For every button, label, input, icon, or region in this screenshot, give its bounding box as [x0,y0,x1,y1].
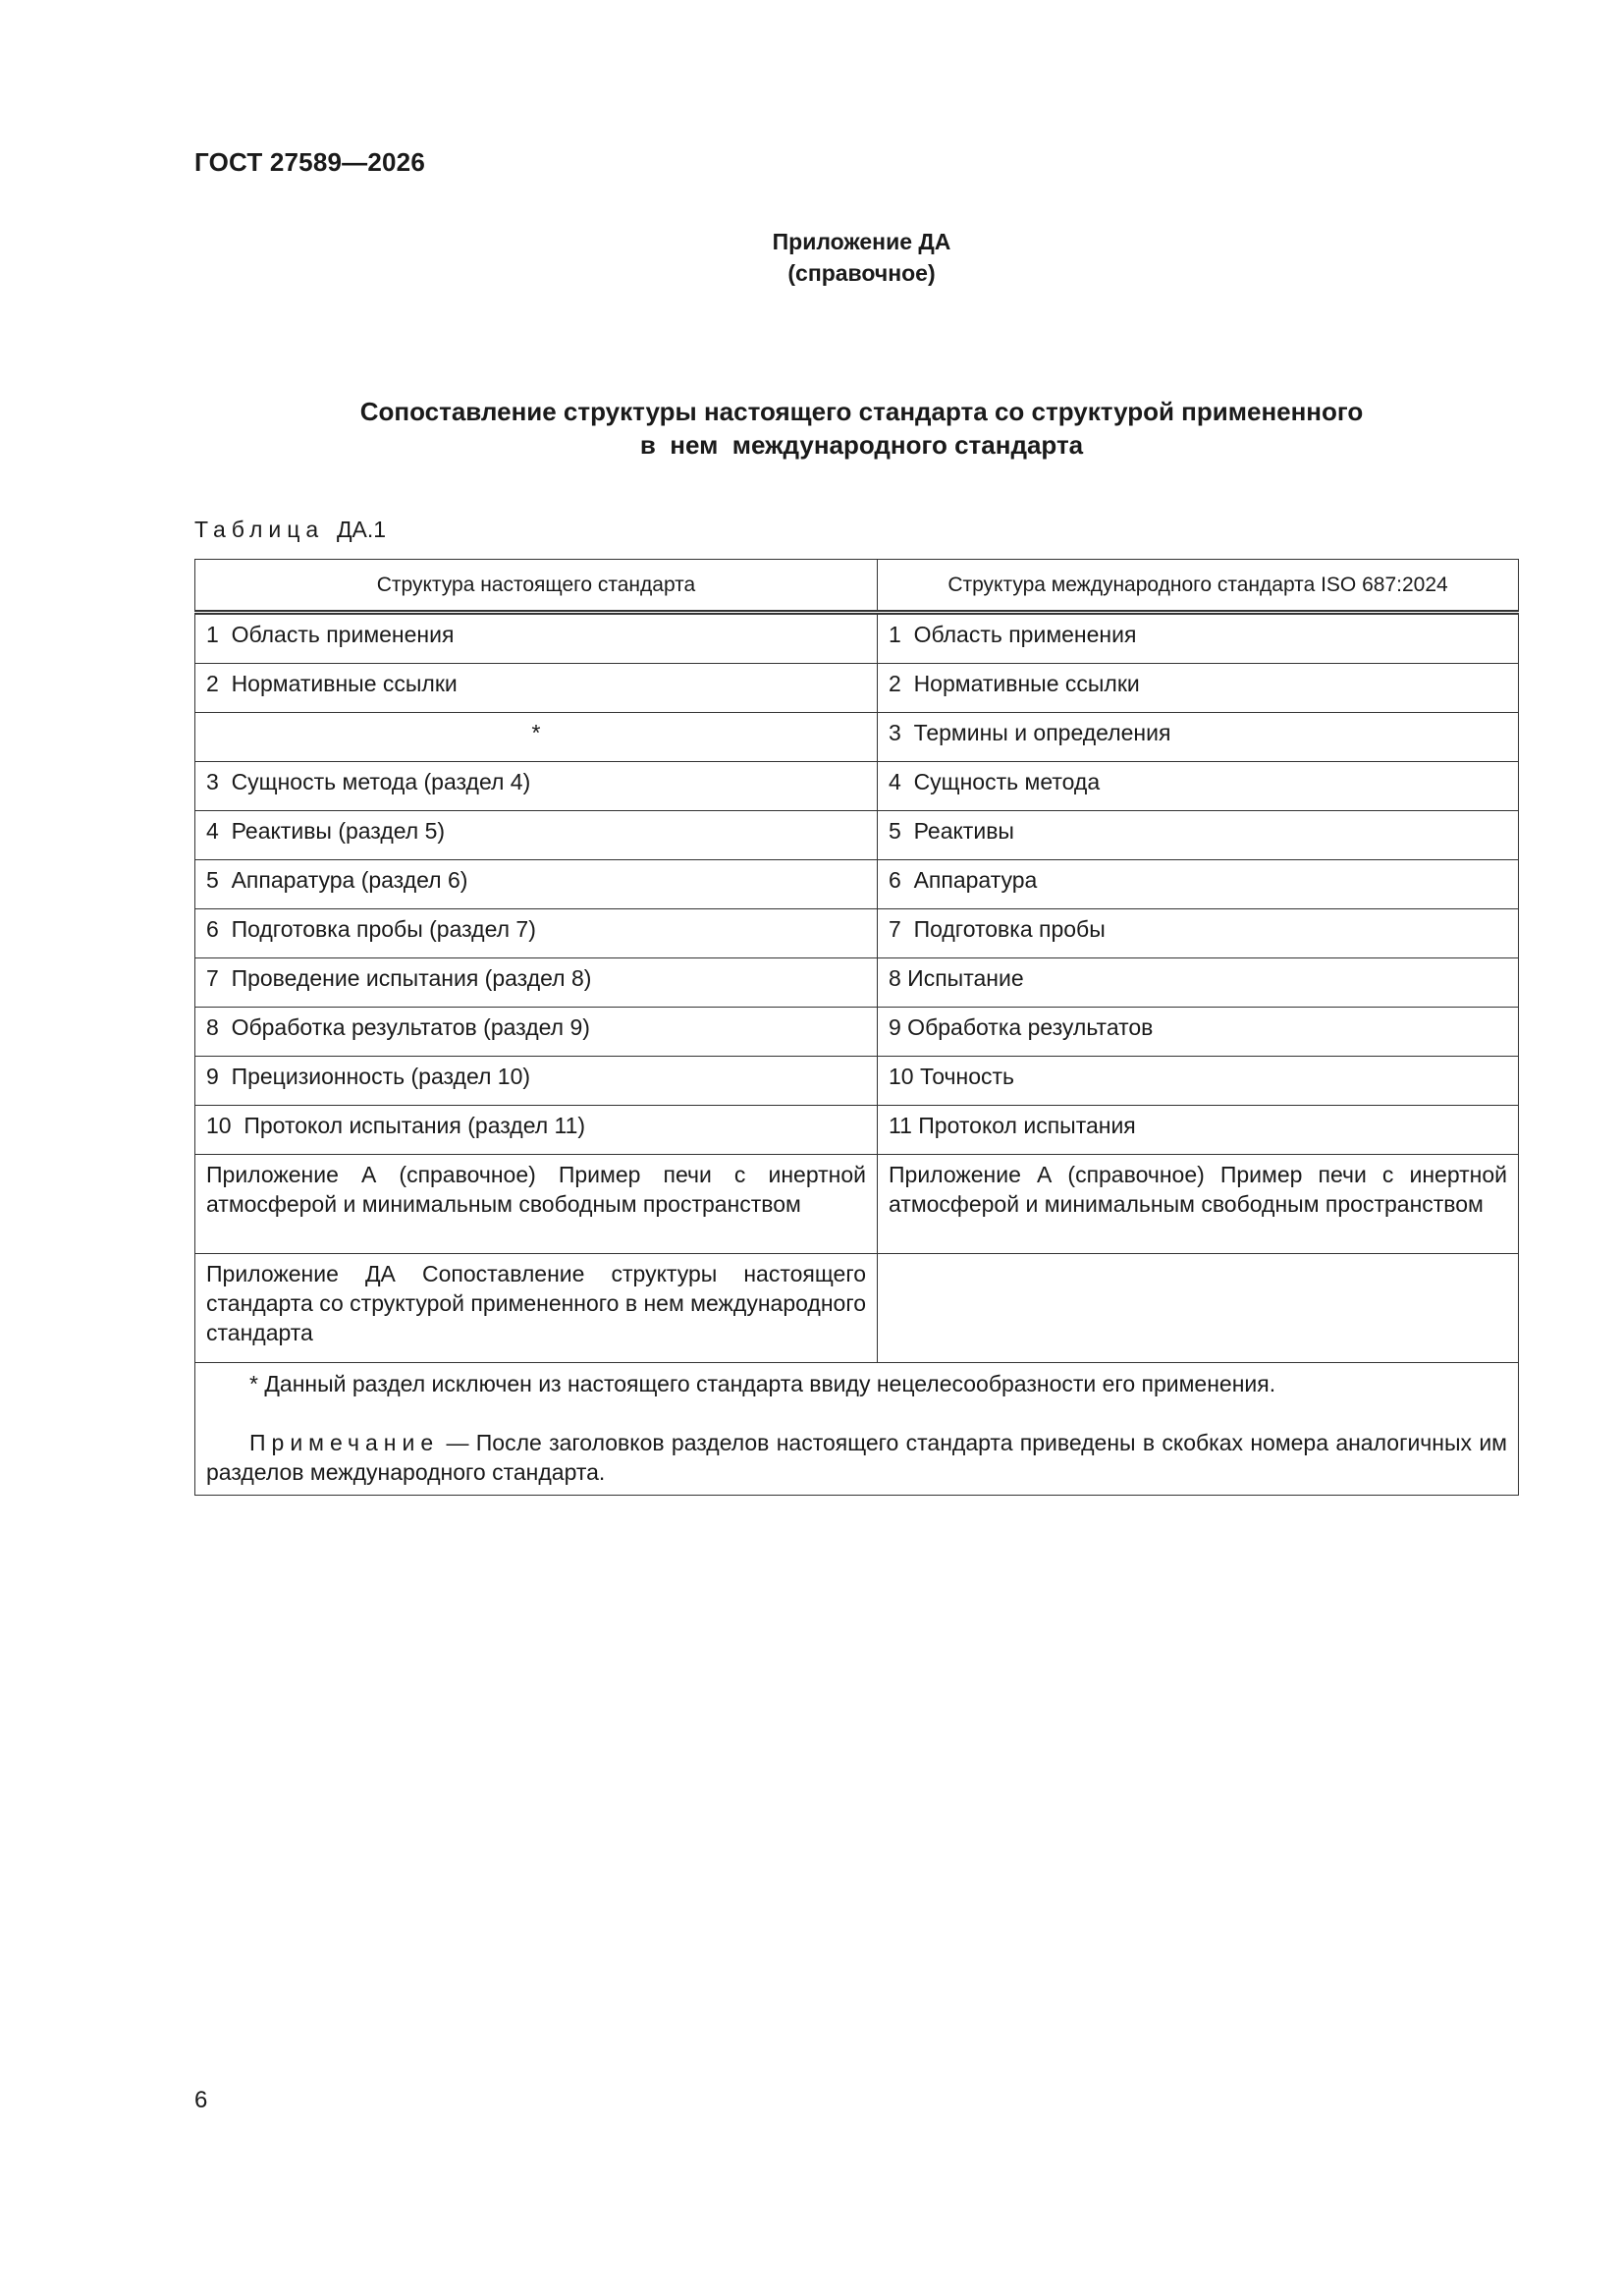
table-row [195,811,1519,860]
footnote-text: * Данный раздел исключен из настоящего стандарта ввиду нецелесообразности его применения. [249,1371,1276,1396]
header-current-standard: Структура настоящего стандарта [195,560,878,613]
cell-international: 11 Протокол испытания [878,1106,1519,1155]
cell-international: 8 Испытание [878,958,1519,1008]
appendix-title: Приложение ДА [772,229,951,254]
cell-international: 3 Термины и определения [878,713,1519,762]
table-label-number: ДА.1 [336,517,387,542]
cell-current: 5 Аппаратура (раздел 6) [195,860,878,909]
cell-current: 9 Прецизионность (раздел 10) [195,1057,878,1106]
table-row [195,1155,1519,1254]
cell-current: Приложение ДА Сопоставление структуры настоящего стандарта со структурой примененного в нем международного стандарта [195,1254,878,1363]
cell-international-empty [878,1254,1519,1363]
table-row [195,1254,1519,1363]
cell-current: 7 Проведение испытания (раздел 8) [195,958,878,1008]
table-row [195,713,1519,762]
cell-current: 6 Подготовка пробы (раздел 7) [195,909,878,958]
table-footnote-cell [195,1363,1519,1496]
cell-international: 7 Подготовка пробы [878,909,1519,958]
main-title-line-1: Сопоставление структуры настоящего стандарта со структурой примененного [359,397,1364,426]
table-row [195,958,1519,1008]
cell-current: 8 Обработка результатов (раздел 9) [195,1008,878,1057]
cell-current: 4 Реактивы (раздел 5) [195,811,878,860]
appendix-status: (справочное) [787,260,936,286]
cell-international: 5 Реактивы [878,811,1519,860]
cell-international: 2 Нормативные ссылки [878,664,1519,713]
cell-current: 3 Сущность метода (раздел 4) [195,762,878,811]
main-title [0,395,1623,462]
table-row [195,860,1519,909]
table-footnote-row [195,1363,1519,1496]
note-text: — После заголовков разделов настоящего стандарта приведены в скобках номера аналогичных им разделов международного стандарта. [206,1430,1507,1485]
table-row [195,613,1519,664]
document-code: ГОСТ 27589—2026 [194,147,425,177]
header-international-standard: Структура международного стандарта ISO 687:2024 [878,560,1519,613]
cell-current: Приложение А (справочное) Пример печи с инертной атмосферой и минимальным свободным пространством [195,1155,878,1254]
table-row [195,1106,1519,1155]
table-label [194,517,386,543]
table-note [206,1428,1507,1487]
cell-international: 10 Точность [878,1057,1519,1106]
comparison-table [194,559,1519,1496]
table-row [195,762,1519,811]
cell-international: 6 Аппаратура [878,860,1519,909]
table-row [195,664,1519,713]
appendix-heading [0,226,1623,289]
table-row [195,1008,1519,1057]
note-label: Примечание [249,1430,440,1455]
table-header-row [195,560,1519,613]
table-label-word: Таблица [194,517,325,542]
table-row [195,909,1519,958]
cell-international: 1 Область применения [878,613,1519,664]
cell-current: 10 Протокол испытания (раздел 11) [195,1106,878,1155]
cell-current: 1 Область применения [195,613,878,664]
table-row [195,1057,1519,1106]
main-title-line-2: в нем международного стандарта [639,430,1084,460]
cell-current: 2 Нормативные ссылки [195,664,878,713]
cell-international: Приложение А (справочное) Пример печи с инертной атмосферой и минимальным свободным пространством [878,1155,1519,1254]
cell-current-excluded-marker: * [195,713,878,762]
cell-international: 4 Сущность метода [878,762,1519,811]
cell-international: 9 Обработка результатов [878,1008,1519,1057]
page-number: 6 [194,2087,208,2113]
